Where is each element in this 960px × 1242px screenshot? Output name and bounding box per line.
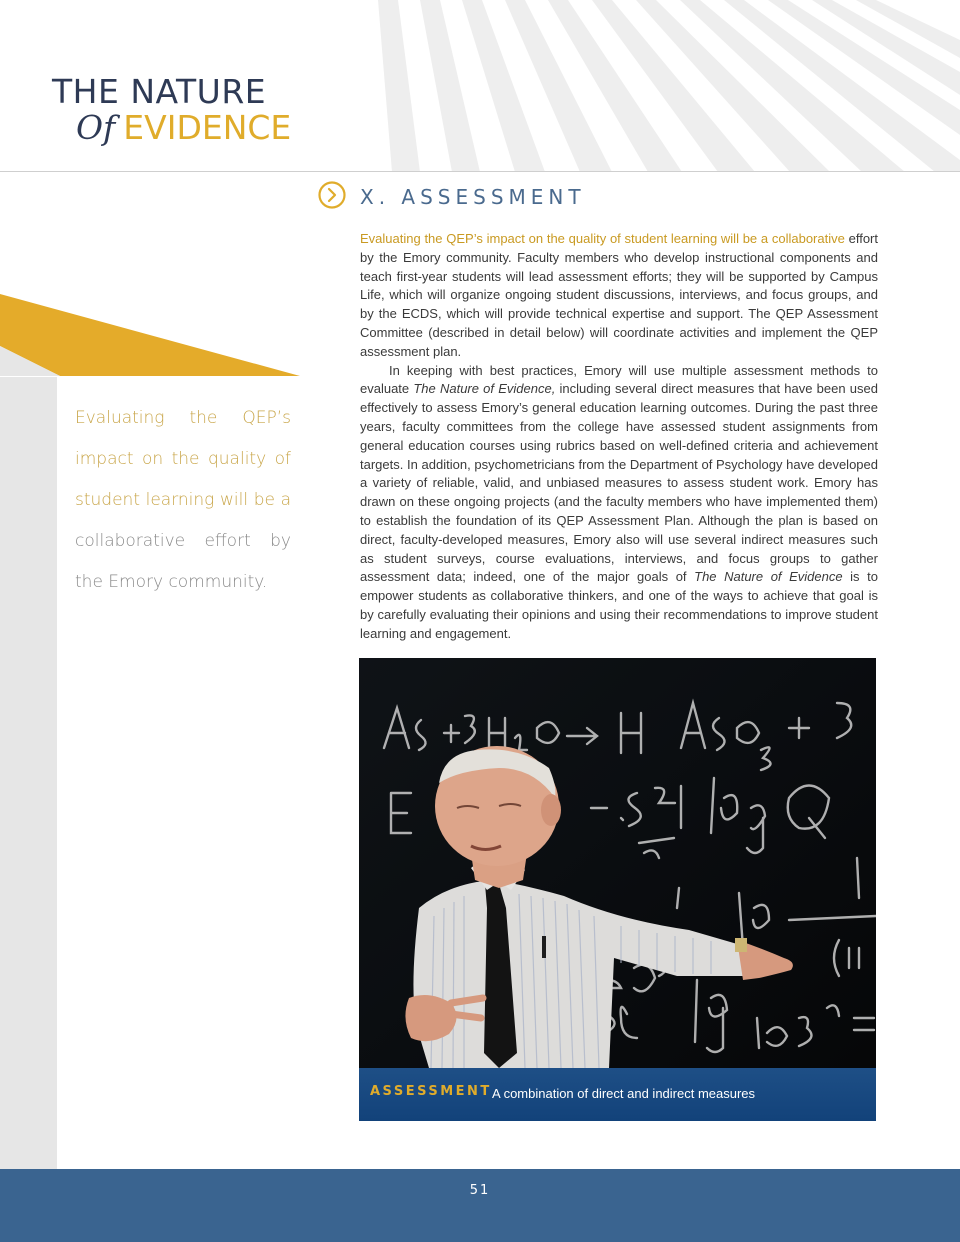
chevron-right-circle-icon bbox=[317, 180, 347, 210]
paragraph-2-italic-1: The Nature of Evidence, bbox=[413, 381, 556, 397]
header-rule bbox=[0, 171, 960, 172]
photo-illustration bbox=[359, 658, 876, 1121]
body-text bbox=[360, 230, 878, 644]
document-title bbox=[52, 72, 292, 153]
title-the-nature: THE NATURE bbox=[52, 72, 267, 111]
gold-wedge-decoration bbox=[0, 290, 300, 380]
section-title: X. ASSESSMENT bbox=[360, 185, 586, 209]
title-evidence: EVIDENCE bbox=[123, 108, 292, 147]
paragraph-2-italic-2: The Nature of Evidence bbox=[694, 569, 843, 585]
page-number: 51 bbox=[469, 1183, 491, 1198]
pull-quote-highlight: Evaluating the QEP’s impact on the quality of student learning will be a bbox=[75, 408, 291, 510]
pull-quote-rest: collaborative effort by the Emory community. bbox=[75, 531, 291, 592]
left-gray-band bbox=[0, 377, 57, 1169]
paragraph-2-part-a: In keeping with best practices, Emory will use multiple assessment methods to evaluate bbox=[360, 362, 878, 397]
classroom-photo bbox=[359, 658, 876, 1121]
pull-quote bbox=[75, 398, 291, 603]
paragraph-2-part-b: including several direct measures that have been used effectively to assess Emory’s general education learning outcomes. During the past three years, faculty committees from the college have assessed student assignments from general education courses using rubrics based on well-defined criteria and achievement targets. In addition, psychometricians from the Department of Psychology have developed a variety of reliable, valid, and unbiased measures to assess student work. Emory has drawn on these ongoing projects (and the faculty members who have implemented them) to establish the foundation of its QEP Assessment Plan. Although the plan is based on direct, faculty-developed measures, Emory also will use several indirect measures such as student surveys, course evaluations, interviews, and focus groups to gather assessment data; indeed, one of the major goals of bbox=[360, 381, 878, 585]
paragraph-1-rest: effort by the Emory community. Faculty members who develop instructional components and teach first-year students will lead assessment efforts; they will be supported by Campus Life, which will organize ongoing student discussions, interviews, and focus groups, and by the ECDS, which will provide technical expertise and support. The QEP Assessment Committee (described in detail below) will coordinate activities and implement the QEP assessment plan. bbox=[360, 231, 878, 359]
page-footer bbox=[0, 1169, 960, 1242]
paragraph-2 bbox=[360, 362, 878, 644]
title-of: Of bbox=[76, 108, 116, 147]
paragraph-2-part-c: is to empower students as collaborative thinkers, and one of the ways to achieve that goal is by carefully evaluating their opinions and using their recommendations to improve student learning and engagement. bbox=[360, 569, 878, 641]
paragraph-1-lead: Evaluating the QEP’s impact on the quality of student learning will be a collaborative bbox=[360, 231, 845, 246]
caption-text: A combination of direct and indirect measures bbox=[492, 1086, 756, 1101]
photo-caption-bar bbox=[359, 1068, 876, 1121]
caption-label: ASSESSMENT bbox=[370, 1084, 492, 1099]
paragraph-1 bbox=[360, 230, 878, 362]
